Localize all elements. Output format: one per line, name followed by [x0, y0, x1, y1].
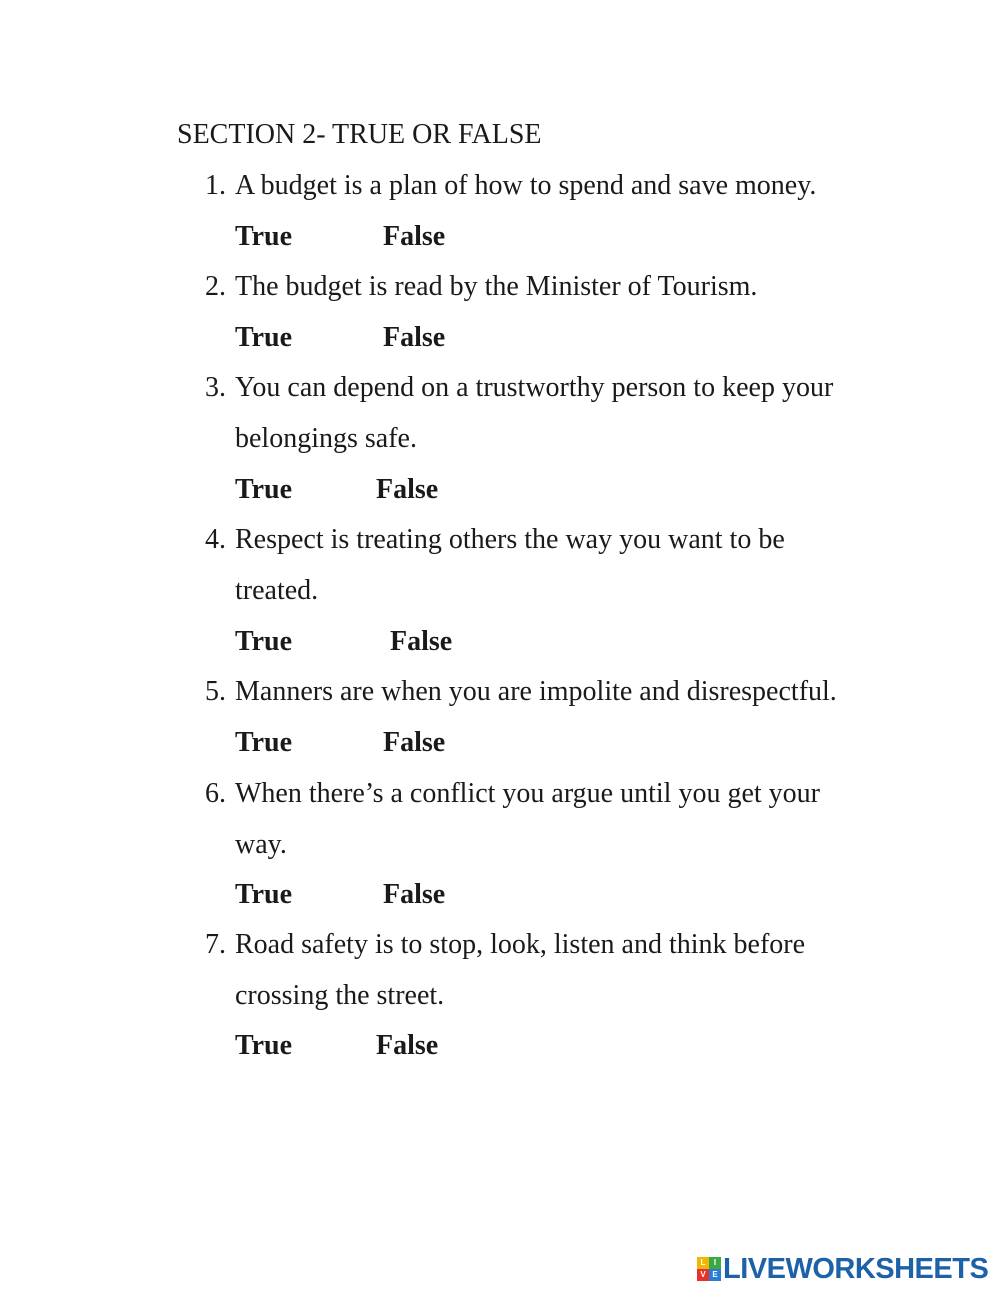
question-number: 2.	[205, 271, 226, 302]
question-text-line-1: Road safety is to stop, look, listen and think before	[235, 929, 806, 960]
true-option[interactable]: True	[235, 626, 293, 657]
false-option[interactable]: False	[383, 221, 446, 252]
question-text: A budget is a plan of how to spend and save money.	[235, 170, 817, 201]
false-option[interactable]: False	[383, 727, 446, 758]
question-text-line-2: treated.	[235, 575, 319, 606]
false-option[interactable]: False	[376, 474, 439, 505]
question-text-line-1: You can depend on a trustworthy person to keep your	[235, 372, 834, 403]
false-option[interactable]: False	[383, 879, 446, 910]
question-number: 1.	[205, 170, 226, 201]
question-number: 3.	[205, 372, 226, 403]
question-text-line-1: When there’s a conflict you argue until you get your	[235, 778, 820, 809]
logo-letter: V	[697, 1269, 709, 1281]
true-option[interactable]: True	[235, 474, 293, 505]
logo-letter: E	[709, 1269, 721, 1281]
logo-letter: I	[709, 1257, 721, 1269]
question-text-line-2: way.	[235, 829, 287, 860]
question-number: 6.	[205, 778, 226, 809]
question-text-line-1: Respect is treating others the way you want to be	[235, 524, 785, 555]
false-option[interactable]: False	[383, 322, 446, 353]
logo-icon	[697, 1257, 721, 1281]
logo-letter: L	[697, 1257, 709, 1269]
question-number: 5.	[205, 676, 226, 707]
question-number: 4.	[205, 524, 226, 555]
question-number: 7.	[205, 929, 226, 960]
true-option[interactable]: True	[235, 727, 293, 758]
true-option[interactable]: True	[235, 879, 293, 910]
true-option[interactable]: True	[235, 322, 293, 353]
brand-name: LIVEWORKSHEETS	[723, 1252, 989, 1285]
question-text-line-2: belongings safe.	[235, 423, 417, 454]
question-text-line-2: crossing the street.	[235, 980, 445, 1011]
section-title: SECTION 2- TRUE OR FALSE	[177, 119, 542, 150]
liveworksheets-logo	[697, 1252, 988, 1286]
false-option[interactable]: False	[390, 626, 453, 657]
question-text: The budget is read by the Minister of Tourism.	[235, 271, 758, 302]
false-option[interactable]: False	[376, 1030, 439, 1061]
question-text: Manners are when you are impolite and disrespectful.	[235, 676, 837, 707]
true-option[interactable]: True	[235, 1030, 293, 1061]
true-option[interactable]: True	[235, 221, 293, 252]
